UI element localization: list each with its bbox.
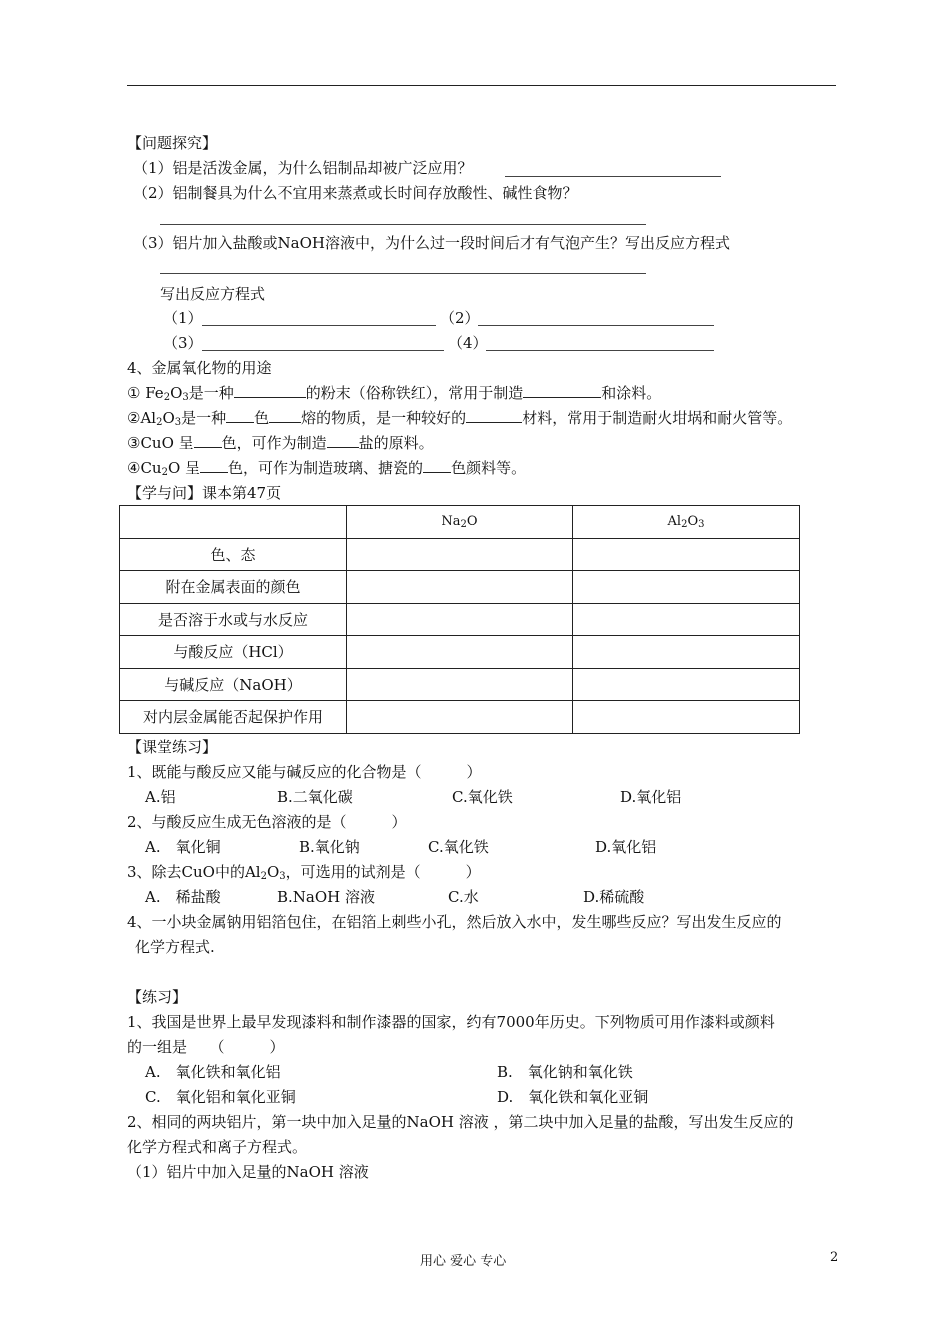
- equation-blank-3: [202, 350, 444, 351]
- question-2: （2）铝制餐具为什么不宜用来蒸煮或长时间存放酸性、碱性食物？: [133, 184, 578, 202]
- row-label: 对内层金属能否起保护作用: [120, 701, 347, 734]
- table-row: [120, 701, 800, 734]
- question-3: （3）铝片加入盐酸或NaOH溶液中，为什么过一段时间后才有气泡产生？写出反应方程式: [133, 234, 730, 252]
- classwork-question-4-line1: 4、一小块金属钠用铝箔包住，在铝箔上刺些小孔，然后放入水中，发生哪些反应？写出发生反应的: [127, 913, 782, 931]
- header-rule: [127, 85, 836, 86]
- option-a: A. 氧化铁和氧化铝: [145, 1063, 281, 1081]
- section-heading-oxides: 4、金属氧化物的用途: [127, 359, 272, 377]
- option-b: B.氧化钠: [299, 838, 360, 856]
- comparison-table: [119, 505, 800, 734]
- option-a: A. 氧化铜: [145, 838, 221, 856]
- equation-blank-2: [478, 325, 714, 326]
- classwork-question-3: 3、除去CuO中的$Al_2O_3$，可选用的试剂是（ ）: [127, 863, 481, 882]
- option-a: A.铝: [145, 788, 176, 806]
- option-b: B.NaOH 溶液: [277, 888, 376, 906]
- write-equation-label: 写出反应方程式: [160, 285, 266, 303]
- row-label: 与碱反应（NaOH）: [120, 668, 347, 701]
- section-heading-classwork: 【课堂练习】: [127, 738, 218, 756]
- equation-blank-4: [486, 350, 714, 351]
- practice-question-2-line2: 化学方程式和离子方程式。: [127, 1138, 308, 1156]
- table-header-na2o: $Na_2O$: [347, 506, 573, 539]
- option-c: C. 氧化铝和氧化亚铜: [145, 1088, 296, 1106]
- answer-blank-2: [160, 224, 646, 225]
- option-b: B.二氧化碳: [277, 788, 353, 806]
- table-row: [120, 571, 800, 604]
- section-heading-practice: 【练习】: [127, 988, 188, 1006]
- practice-question-2-sub1: （1）铝片中加入足量的NaOH 溶液: [127, 1163, 369, 1181]
- option-b: B. 氧化钠和氧化铁: [497, 1063, 633, 1081]
- option-d: D.氧化铝: [620, 788, 682, 806]
- equation-label-1: （1）: [163, 309, 203, 327]
- table-row: [120, 538, 800, 571]
- oxide-line-fe2o3: ① $Fe_2O_3$是一种 的粉末（俗称铁红），常用于制造 和涂料。: [127, 384, 662, 403]
- practice-question-1-line2: 的一组是 （ ）: [127, 1038, 285, 1056]
- section-heading-problem: 【问题探究】: [127, 134, 218, 152]
- table-row: [120, 668, 800, 701]
- section-heading-xuewen: 【学与问】课本第47页: [127, 484, 282, 502]
- classwork-question-4-line2: 化学方程式.: [135, 938, 215, 956]
- page-number: 2: [830, 1250, 839, 1265]
- row-label: 是否溶于水或与水反应: [120, 603, 347, 636]
- classwork-question-1: 1、既能与酸反应又能与碱反应的化合物是（ ）: [127, 763, 482, 781]
- equation-label-2: （2）: [440, 309, 480, 327]
- option-c: C.水: [448, 888, 479, 906]
- classwork-question-2: 2、与酸反应生成无色溶液的是（ ）: [127, 813, 407, 831]
- option-d: D. 氧化铁和氧化亚铜: [497, 1088, 649, 1106]
- option-d: D.稀硫酸: [583, 888, 645, 906]
- option-d: D.氧化铝: [595, 838, 657, 856]
- oxide-line-cuo: ③CuO 呈 色，可作为制造 盐的原料。: [127, 434, 434, 452]
- option-c: C.氧化铁: [452, 788, 513, 806]
- practice-question-2-line1: 2、相同的两块铝片，第一块中加入足量的NaOH 溶液 ，第二块中加入足量的盐酸，写出发生反应的: [127, 1113, 794, 1131]
- equation-label-3: （3）: [163, 334, 203, 352]
- row-label: 色、态: [120, 538, 347, 571]
- row-label: 附在金属表面的颜色: [120, 571, 347, 604]
- equation-blank-1: [202, 325, 436, 326]
- table-header-empty: [120, 506, 347, 539]
- table-row: [120, 603, 800, 636]
- oxide-line-cu2o: $④Cu_2O$ 呈 色，可作为制造玻璃、搪瓷的 色颜料等。: [127, 459, 527, 478]
- table-row: [120, 636, 800, 669]
- answer-blank-3: [160, 273, 646, 274]
- footer-slogan: 用心 爱心 专心: [420, 1254, 507, 1269]
- option-c: C.氧化铁: [428, 838, 489, 856]
- row-label: 与酸反应（HCl）: [120, 636, 347, 669]
- table-header-al2o3: $Al_2O_3$: [573, 506, 800, 539]
- answer-blank-1: [505, 176, 721, 177]
- equation-label-4: （4）: [448, 334, 488, 352]
- table-header-row: [120, 506, 800, 539]
- option-a: A. 稀盐酸: [145, 888, 221, 906]
- oxide-line-al2o3: $②Al_2O_3$是一种 色 熔的物质，是一种较好的 材料，常用于制造耐火坩埚和耐火管等。: [127, 409, 793, 428]
- question-1: （1）铝是活泼金属，为什么铝制品却被广泛应用？: [133, 159, 473, 177]
- practice-question-1-line1: 1、我国是世界上最早发现漆料和制作漆器的国家，约有7000年历史。下列物质可用作漆料或颜料: [127, 1013, 775, 1031]
